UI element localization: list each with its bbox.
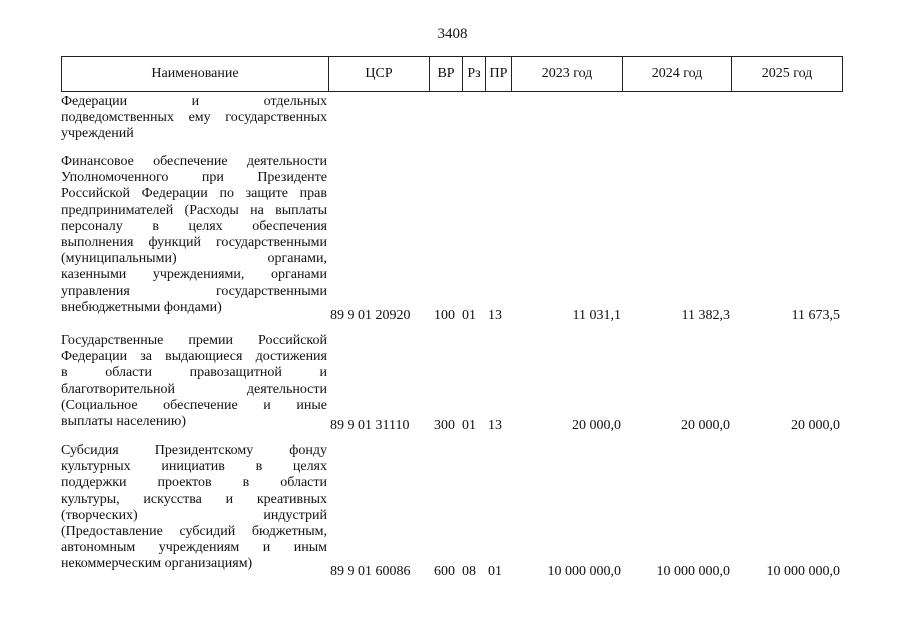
- cell-pr: 01: [488, 564, 502, 579]
- cell-pr: 13: [488, 308, 502, 323]
- cell-rz: 08: [462, 564, 476, 579]
- cell-2024: 20 000,0: [681, 418, 730, 433]
- name-line: Федерации и отдельных: [61, 94, 327, 109]
- table-row: [61, 154, 327, 316]
- name-line: казенными учреждениями, органами: [61, 267, 327, 283]
- col-2023: 2023 год: [512, 57, 623, 92]
- cell-pr: 13: [488, 418, 502, 433]
- col-csr: ЦСР: [329, 57, 430, 92]
- name-line: Уполномоченного при Президенте: [61, 170, 327, 186]
- cell-csr: 89 9 01 20920: [330, 308, 411, 323]
- col-rz: Рз: [463, 57, 486, 92]
- cell-vr: 300: [434, 418, 455, 433]
- cell-vr: 100: [434, 308, 455, 323]
- page-number: 3408: [437, 26, 468, 42]
- name-line: персоналу в целях обеспечения: [61, 218, 327, 234]
- name-line: некоммерческим организациям): [61, 556, 253, 572]
- name-line: (Предоставление субсидий бюджетным,: [61, 524, 327, 540]
- name-line: (творческих) индустрий: [61, 507, 327, 523]
- table-header: [61, 56, 843, 92]
- cell-2023: 20 000,0: [572, 418, 621, 433]
- col-2025: 2025 год: [732, 57, 843, 92]
- name-line: поддержки проектов в области: [61, 475, 327, 491]
- name-line: (муниципальными) органами,: [61, 251, 327, 267]
- name-line: благотворительной деятельности: [61, 381, 327, 397]
- name-line: Государственные премии Российской: [61, 333, 327, 348]
- name-line: Финансовое обеспечение деятельности: [61, 154, 327, 169]
- name-line: Субсидия Президентскому фонду: [61, 443, 327, 458]
- col-vr: ВР: [430, 57, 463, 92]
- row-name: [61, 443, 327, 573]
- name-line: (Социальное обеспечение и иные: [61, 397, 327, 413]
- row-name: [61, 94, 327, 143]
- table-row: [61, 94, 327, 143]
- cell-2024: 11 382,3: [681, 308, 730, 323]
- name-line: управления государственными: [61, 283, 327, 299]
- cell-2025: 20 000,0: [791, 418, 840, 433]
- cell-2025: 11 673,5: [791, 308, 840, 323]
- col-pr: ПР: [486, 57, 512, 92]
- name-line: учреждений: [61, 126, 134, 142]
- table-row: [61, 333, 327, 430]
- name-line: культуры, искусства и креативных: [61, 491, 327, 507]
- table-row: [61, 443, 327, 573]
- name-line: автономным учреждениям и иным: [61, 540, 327, 556]
- name-line: в области правозащитной и: [61, 365, 327, 381]
- col-2024: 2024 год: [623, 57, 732, 92]
- cell-csr: 89 9 01 31110: [330, 418, 410, 433]
- cell-csr: 89 9 01 60086: [330, 564, 411, 579]
- name-line: подведомственных ему государственных: [61, 110, 327, 126]
- cell-2024: 10 000 000,0: [656, 564, 730, 579]
- name-line: выплаты населению): [61, 414, 186, 430]
- row-name: [61, 333, 327, 430]
- name-line: Российской Федерации по защите прав: [61, 186, 327, 202]
- name-line: выполнения функций государственными: [61, 235, 327, 251]
- name-line: Федерации за выдающиеся достижения: [61, 349, 327, 365]
- cell-2023: 11 031,1: [572, 308, 621, 323]
- row-name: [61, 154, 327, 316]
- cell-2025: 10 000 000,0: [766, 564, 840, 579]
- name-line: внебюджетными фондами): [61, 299, 222, 315]
- name-line: предпринимателей (Расходы на выплаты: [61, 202, 327, 218]
- col-name: Наименование: [62, 57, 329, 92]
- name-line: культурных инициатив в целях: [61, 459, 327, 475]
- cell-rz: 01: [462, 308, 476, 323]
- cell-rz: 01: [462, 418, 476, 433]
- cell-vr: 600: [434, 564, 455, 579]
- cell-2023: 10 000 000,0: [547, 564, 621, 579]
